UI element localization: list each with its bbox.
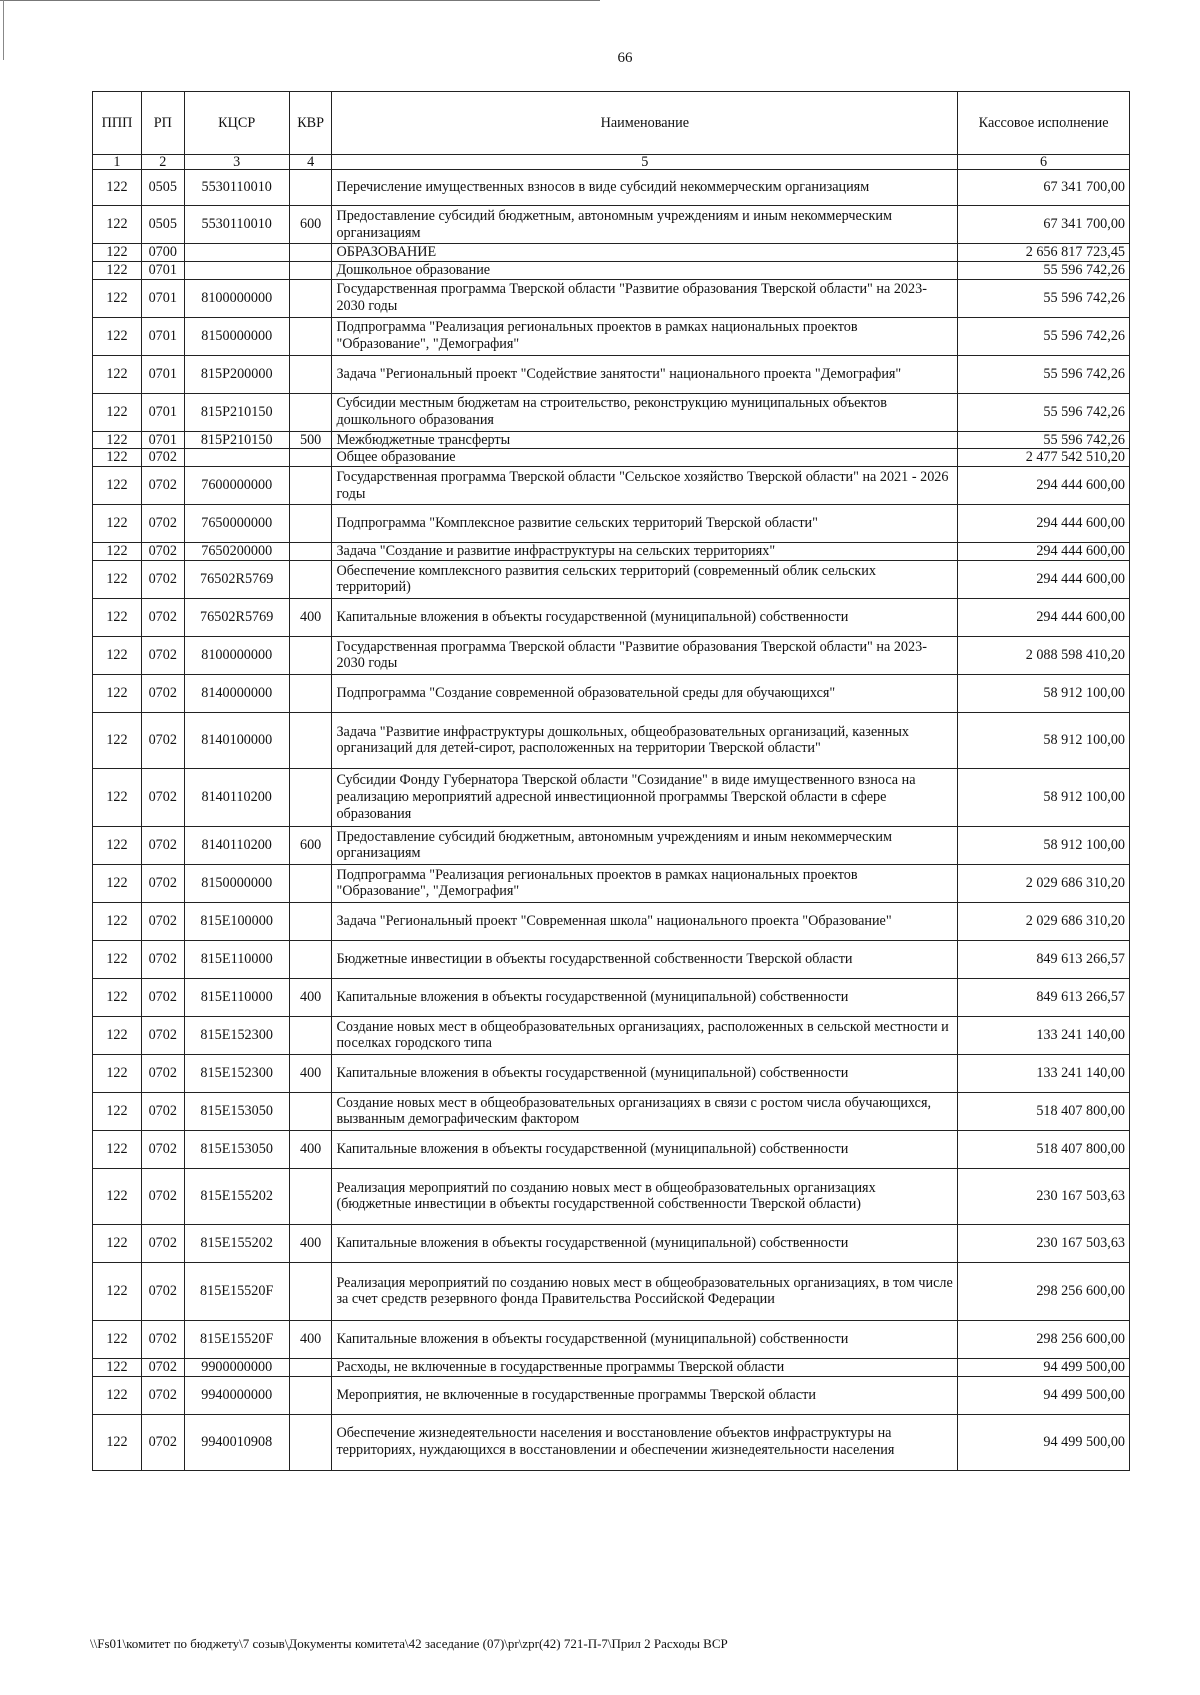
cell-sum: 58 912 100,00 [958,674,1130,712]
cell-kvr [289,1168,332,1224]
cell-sum: 230 167 503,63 [958,1168,1130,1224]
cell-sum: 518 407 800,00 [958,1092,1130,1130]
cell-ppp: 122 [93,431,142,449]
table-row [93,261,1130,279]
cell-name: Задача "Региональный проект "Содействие занятости" национального проекта "Демография" [332,355,958,393]
cell-name: Дошкольное образование [332,261,958,279]
header-ppp: ППП [93,92,142,155]
cell-kcsr [184,449,289,467]
table-row [93,279,1130,317]
table-row [93,1016,1130,1054]
cell-ppp: 122 [93,1224,142,1262]
cell-kvr [289,543,332,561]
cell-kvr [289,355,332,393]
cell-kvr [289,1262,332,1320]
cell-kcsr: 815E155202 [184,1168,289,1224]
cell-rp: 0702 [141,902,184,940]
cell-kvr [289,712,332,768]
cell-rp: 0702 [141,1054,184,1092]
cell-kvr [289,1358,332,1376]
cell-sum: 294 444 600,00 [958,505,1130,543]
cell-kvr [289,902,332,940]
cell-ppp: 122 [93,978,142,1016]
cell-sum: 2 477 542 510,20 [958,449,1130,467]
cell-kvr: 400 [289,1320,332,1358]
cell-kcsr: 815E155202 [184,1224,289,1262]
table-row [93,768,1130,826]
cell-kcsr: 5530110010 [184,206,289,244]
cell-kcsr: 8140110200 [184,768,289,826]
cell-rp: 0702 [141,560,184,598]
scan-edge [0,0,600,5]
cell-rp: 0702 [141,1168,184,1224]
cell-kvr [289,1092,332,1130]
cell-kvr [289,674,332,712]
cell-kcsr: 8150000000 [184,864,289,902]
cell-rp: 0505 [141,170,184,206]
cell-kcsr: 8140000000 [184,674,289,712]
column-number: 1 [93,155,142,170]
cell-name: Капитальные вложения в объекты государственной (муниципальной) собственности [332,978,958,1016]
cell-ppp: 122 [93,1358,142,1376]
cell-rp: 0702 [141,1016,184,1054]
cell-sum: 294 444 600,00 [958,543,1130,561]
cell-kcsr: 7650200000 [184,543,289,561]
cell-kcsr: 9940000000 [184,1376,289,1414]
cell-name: Задача "Создание и развитие инфраструктуры на сельских территориях" [332,543,958,561]
table-row [93,978,1130,1016]
cell-rp: 0702 [141,636,184,674]
cell-ppp: 122 [93,560,142,598]
cell-sum: 230 167 503,63 [958,1224,1130,1262]
table-body [93,170,1130,1471]
cell-rp: 0702 [141,768,184,826]
table-row [93,317,1130,355]
table-row [93,902,1130,940]
cell-rp: 0702 [141,598,184,636]
cell-kcsr: 815E153050 [184,1092,289,1130]
cell-ppp: 122 [93,393,142,431]
cell-name: Бюджетные инвестиции в объекты государственной собственности Тверской области [332,940,958,978]
cell-name: Создание новых мест в общеобразовательных организациях, расположенных в сельской местности и поселках городского типа [332,1016,958,1054]
cell-ppp: 122 [93,355,142,393]
table-row [93,1262,1130,1320]
cell-kcsr: 815E100000 [184,902,289,940]
cell-ppp: 122 [93,1320,142,1358]
column-number: 6 [958,155,1130,170]
cell-name: Субсидии местным бюджетам на строительство, реконструкцию муниципальных объектов дошкольного образования [332,393,958,431]
cell-sum: 2 029 686 310,20 [958,864,1130,902]
cell-sum: 298 256 600,00 [958,1262,1130,1320]
table-row [93,244,1130,262]
cell-sum: 94 499 500,00 [958,1376,1130,1414]
cell-kvr [289,560,332,598]
cell-kvr: 400 [289,1054,332,1092]
cell-sum: 2 029 686 310,20 [958,902,1130,940]
cell-kvr [289,393,332,431]
cell-sum: 58 912 100,00 [958,826,1130,864]
table-row [93,1414,1130,1470]
cell-ppp: 122 [93,674,142,712]
cell-ppp: 122 [93,1054,142,1092]
cell-name: Капитальные вложения в объекты государственной (муниципальной) собственности [332,1320,958,1358]
cell-rp: 0702 [141,1262,184,1320]
header-rp: РП [141,92,184,155]
cell-rp: 0701 [141,355,184,393]
table-row [93,449,1130,467]
column-number: 4 [289,155,332,170]
cell-name: Капитальные вложения в объекты государственной (муниципальной) собственности [332,1130,958,1168]
table-row [93,1092,1130,1130]
cell-kvr [289,1376,332,1414]
cell-ppp: 122 [93,279,142,317]
cell-rp: 0702 [141,543,184,561]
cell-sum: 58 912 100,00 [958,768,1130,826]
cell-sum: 55 596 742,26 [958,355,1130,393]
cell-rp: 0700 [141,244,184,262]
cell-kvr: 400 [289,978,332,1016]
cell-ppp: 122 [93,1262,142,1320]
cell-sum: 58 912 100,00 [958,712,1130,768]
table-row [93,1054,1130,1092]
cell-ppp: 122 [93,826,142,864]
cell-ppp: 122 [93,317,142,355]
cell-name: Общее образование [332,449,958,467]
cell-rp: 0701 [141,261,184,279]
cell-kvr [289,636,332,674]
cell-kvr [289,1414,332,1470]
table-row [93,1130,1130,1168]
table-row [93,170,1130,206]
table-row [93,505,1130,543]
cell-kcsr: 815E15520F [184,1320,289,1358]
cell-kcsr: 7650000000 [184,505,289,543]
cell-rp: 0701 [141,393,184,431]
table-row [93,864,1130,902]
cell-kcsr [184,261,289,279]
cell-kvr [289,244,332,262]
cell-ppp: 122 [93,1376,142,1414]
cell-name: Капитальные вложения в объекты государственной (муниципальной) собственности [332,1054,958,1092]
cell-sum: 294 444 600,00 [958,560,1130,598]
cell-kvr [289,170,332,206]
table-row [93,1376,1130,1414]
cell-ppp: 122 [93,244,142,262]
cell-sum: 849 613 266,57 [958,940,1130,978]
cell-ppp: 122 [93,636,142,674]
table-row [93,1320,1130,1358]
cell-ppp: 122 [93,598,142,636]
cell-rp: 0505 [141,206,184,244]
cell-sum: 55 596 742,26 [958,261,1130,279]
cell-name: Государственная программа Тверской области "Развитие образования Тверской области" на 2023-2030 годы [332,279,958,317]
cell-kcsr: 815P210150 [184,431,289,449]
column-number: 5 [332,155,958,170]
cell-ppp: 122 [93,940,142,978]
cell-ppp: 122 [93,1092,142,1130]
cell-rp: 0702 [141,449,184,467]
cell-ppp: 122 [93,170,142,206]
header-sum: Кассовое исполнение [958,92,1130,155]
table-row [93,598,1130,636]
table-row [93,712,1130,768]
table-row [93,206,1130,244]
cell-kvr [289,261,332,279]
cell-kcsr: 76502R5769 [184,598,289,636]
cell-name: Предоставление субсидий бюджетным, автономным учреждениям и иным некоммерческим организациям [332,206,958,244]
table-header-row [93,92,1130,155]
cell-rp: 0702 [141,505,184,543]
cell-name: Государственная программа Тверской области "Развитие образования Тверской области" на 2023-2030 годы [332,636,958,674]
cell-rp: 0702 [141,1358,184,1376]
cell-rp: 0701 [141,317,184,355]
table-row [93,393,1130,431]
table-row [93,431,1130,449]
cell-ppp: 122 [93,1130,142,1168]
cell-kvr: 600 [289,206,332,244]
cell-rp: 0702 [141,1092,184,1130]
cell-kvr [289,940,332,978]
cell-rp: 0702 [141,1414,184,1470]
cell-sum: 2 088 598 410,20 [958,636,1130,674]
cell-ppp: 122 [93,1016,142,1054]
cell-kvr: 400 [289,1224,332,1262]
table-row [93,560,1130,598]
cell-sum: 55 596 742,26 [958,279,1130,317]
table-row [93,1358,1130,1376]
column-number: 3 [184,155,289,170]
cell-rp: 0701 [141,279,184,317]
cell-name: Субсидии Фонду Губернатора Тверской области "Созидание" в виде имущественного взноса на реализацию мероприятий адресной инвестиционной программы Тверской области в сфере образования [332,768,958,826]
cell-rp: 0702 [141,940,184,978]
cell-kvr [289,864,332,902]
cell-sum: 133 241 140,00 [958,1054,1130,1092]
table-row [93,674,1130,712]
cell-kvr [289,1016,332,1054]
cell-kvr [289,279,332,317]
cell-name: Подпрограмма "Реализация региональных проектов в рамках национальных проектов "Образование", "Демография" [332,317,958,355]
page-number: 66 [617,50,633,66]
cell-name: Капитальные вложения в объекты государственной (муниципальной) собственности [332,1224,958,1262]
cell-rp: 0702 [141,1376,184,1414]
cell-kvr: 500 [289,431,332,449]
cell-rp: 0702 [141,674,184,712]
cell-name: Подпрограмма "Реализация региональных проектов в рамках национальных проектов "Образование", "Демография" [332,864,958,902]
cell-name: Подпрограмма "Создание современной образовательной среды для обучающихся" [332,674,958,712]
cell-kvr [289,505,332,543]
table-row [93,467,1130,505]
table-row [93,940,1130,978]
cell-rp: 0702 [141,1224,184,1262]
cell-sum: 294 444 600,00 [958,598,1130,636]
cell-ppp: 122 [93,1414,142,1470]
cell-kcsr: 76502R5769 [184,560,289,598]
cell-sum: 94 499 500,00 [958,1358,1130,1376]
table-row [93,826,1130,864]
cell-ppp: 122 [93,261,142,279]
cell-name: Расходы, не включенные в государственные программы Тверской области [332,1358,958,1376]
cell-name: Подпрограмма "Комплексное развитие сельских территорий Тверской области" [332,505,958,543]
cell-ppp: 122 [93,505,142,543]
cell-kcsr: 815P210150 [184,393,289,431]
cell-kvr: 600 [289,826,332,864]
cell-ppp: 122 [93,467,142,505]
cell-name: Задача "Региональный проект "Современная школа" национального проекта "Образование" [332,902,958,940]
cell-sum: 55 596 742,26 [958,431,1130,449]
cell-ppp: 122 [93,543,142,561]
cell-sum: 2 656 817 723,45 [958,244,1130,262]
table-row [93,636,1130,674]
cell-sum: 518 407 800,00 [958,1130,1130,1168]
cell-name: Обеспечение комплексного развития сельских территорий (современный облик сельских территорий) [332,560,958,598]
cell-rp: 0702 [141,712,184,768]
header-kcsr: КЦСР [184,92,289,155]
cell-rp: 0702 [141,1130,184,1168]
cell-ppp: 122 [93,768,142,826]
column-number: 2 [141,155,184,170]
cell-ppp: 122 [93,864,142,902]
cell-kcsr [184,244,289,262]
cell-sum: 67 341 700,00 [958,170,1130,206]
cell-rp: 0701 [141,431,184,449]
cell-sum: 67 341 700,00 [958,206,1130,244]
cell-name: ОБРАЗОВАНИЕ [332,244,958,262]
cell-sum: 849 613 266,57 [958,978,1130,1016]
cell-name: Создание новых мест в общеобразовательных организациях в связи с ростом числа обучающихся, вызванным демографическим фактором [332,1092,958,1130]
cell-rp: 0702 [141,826,184,864]
cell-name: Обеспечение жизнедеятельности населения и восстановление объектов инфраструктуры на территориях, нуждающихся в восстановлении и обеспечении жизнедеятельности населения [332,1414,958,1470]
cell-rp: 0702 [141,978,184,1016]
cell-kcsr: 5530110010 [184,170,289,206]
cell-kcsr: 815E153050 [184,1130,289,1168]
cell-kcsr: 8140100000 [184,712,289,768]
table-row [93,543,1130,561]
cell-name: Предоставление субсидий бюджетным, автономным учреждениям и иным некоммерческим организациям [332,826,958,864]
cell-kcsr: 815E110000 [184,978,289,1016]
footer-file-path: \\Fs01\комитет по бюджету\7 созыв\Документы комитета\42 заседание (07)\pr\zpr(42) 721-П-7\Прил 2 Расходы ВСР [90,1636,728,1651]
cell-ppp: 122 [93,206,142,244]
cell-kcsr: 815P200000 [184,355,289,393]
cell-kvr [289,317,332,355]
cell-rp: 0702 [141,467,184,505]
cell-kcsr: 815E152300 [184,1016,289,1054]
cell-kvr [289,449,332,467]
cell-ppp: 122 [93,449,142,467]
cell-sum: 298 256 600,00 [958,1320,1130,1358]
cell-name: Реализация мероприятий по созданию новых мест в общеобразовательных организациях (бюджетные инвестиции в объекты государственной собственности Тверской области) [332,1168,958,1224]
cell-kcsr: 815E15520F [184,1262,289,1320]
cell-sum: 94 499 500,00 [958,1414,1130,1470]
cell-kcsr: 8100000000 [184,636,289,674]
cell-ppp: 122 [93,902,142,940]
cell-name: Государственная программа Тверской области "Сельское хозяйство Тверской области" на 2021 - 2026 годы [332,467,958,505]
cell-kcsr: 9940010908 [184,1414,289,1470]
cell-name: Перечисление имущественных взносов в виде субсидий некоммерческим организациям [332,170,958,206]
cell-kcsr: 8100000000 [184,279,289,317]
cell-ppp: 122 [93,1168,142,1224]
cell-kcsr: 815E152300 [184,1054,289,1092]
cell-kcsr: 8150000000 [184,317,289,355]
cell-kcsr: 8140110200 [184,826,289,864]
cell-ppp: 122 [93,712,142,768]
cell-sum: 294 444 600,00 [958,467,1130,505]
table-row [93,1168,1130,1224]
cell-kvr: 400 [289,1130,332,1168]
table-row [93,355,1130,393]
cell-kcsr: 7600000000 [184,467,289,505]
cell-name: Межбюджетные трансферты [332,431,958,449]
cell-sum: 55 596 742,26 [958,393,1130,431]
header-name: Наименование [332,92,958,155]
cell-rp: 0702 [141,864,184,902]
cell-kvr: 400 [289,598,332,636]
cell-kvr [289,467,332,505]
cell-sum: 55 596 742,26 [958,317,1130,355]
table-row [93,1224,1130,1262]
cell-name: Реализация мероприятий по созданию новых мест в общеобразовательных организациях, в том числе за счет средств резервного фонда Правительства Российской Федерации [332,1262,958,1320]
header-kvr: КВР [289,92,332,155]
cell-name: Задача "Развитие инфраструктуры дошкольных, общеобразовательных организаций, казенных организаций для детей-сирот, расположенных на территории Тверской области" [332,712,958,768]
cell-kcsr: 9900000000 [184,1358,289,1376]
cell-kcsr: 815E110000 [184,940,289,978]
column-number-row [93,155,1130,170]
budget-table [92,91,1130,1471]
cell-sum: 133 241 140,00 [958,1016,1130,1054]
cell-rp: 0702 [141,1320,184,1358]
cell-name: Мероприятия, не включенные в государственные программы Тверской области [332,1376,958,1414]
cell-kvr [289,768,332,826]
cell-name: Капитальные вложения в объекты государственной (муниципальной) собственности [332,598,958,636]
